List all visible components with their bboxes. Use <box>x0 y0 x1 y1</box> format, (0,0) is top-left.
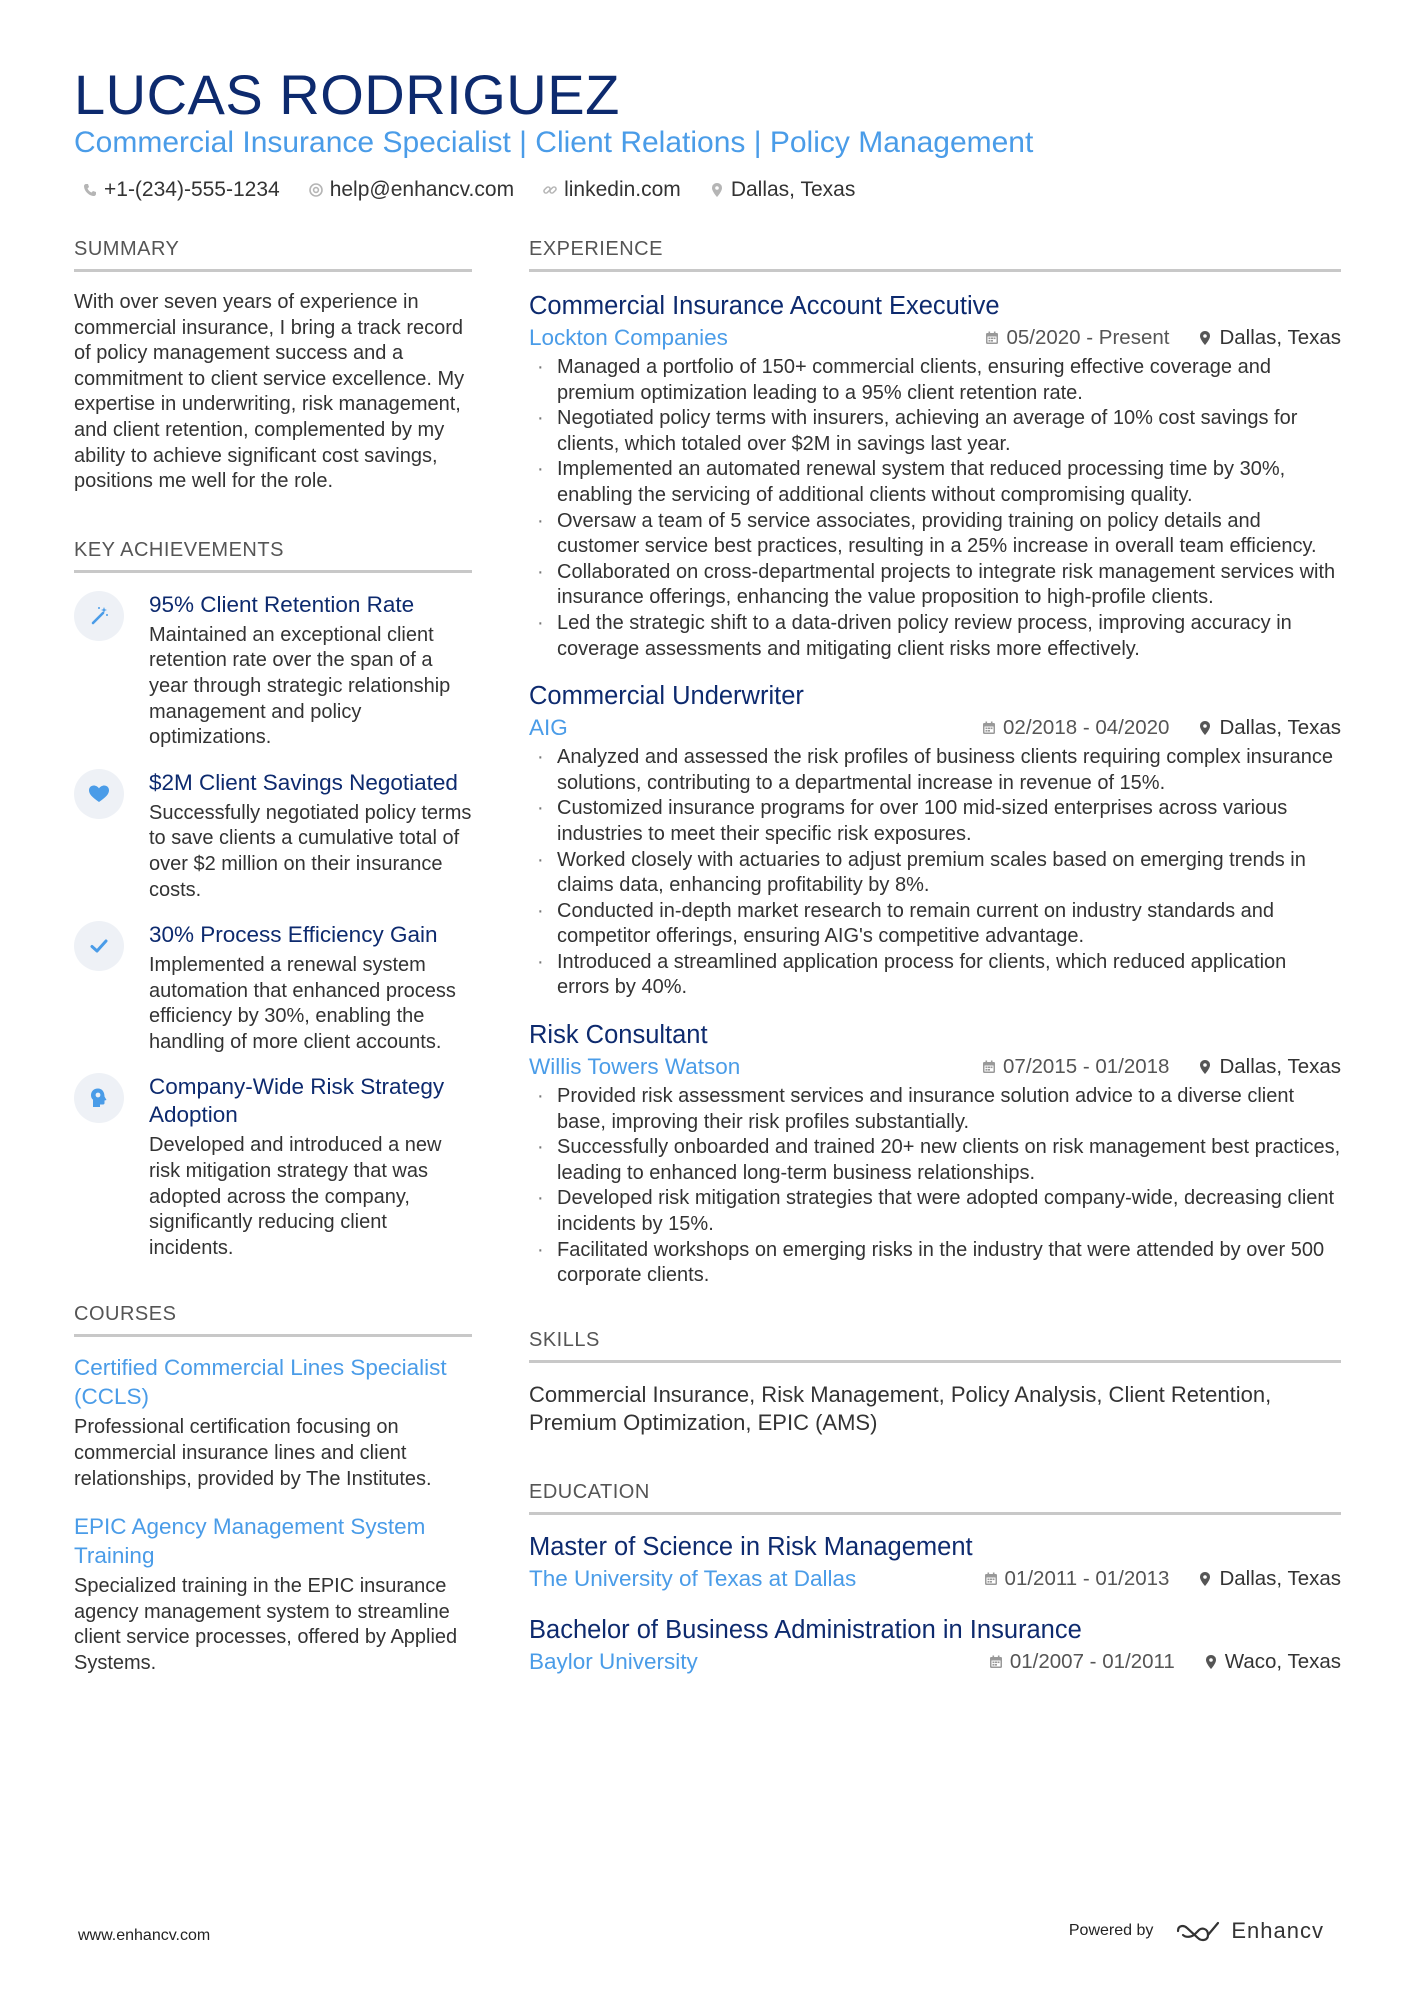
phone-text: +1-(234)-555-1234 <box>104 178 280 201</box>
link-icon <box>542 182 558 198</box>
left-column <box>74 238 472 1677</box>
checkmark-icon <box>74 921 124 971</box>
candidate-name: LUCAS RODRIGUEZ <box>74 63 620 126</box>
job-bullets <box>529 355 1341 662</box>
job-location: Dallas, Texas <box>1219 326 1341 349</box>
job-dates: 07/2015 - 01/2018 <box>1003 1055 1170 1079</box>
courses-heading: COURSES <box>74 1303 472 1337</box>
bullet-item: · Worked closely with actuaries to adjust premium scales based on emerging trends in claims data, enhancing profitability by 8%. <box>529 848 1341 899</box>
location-pin-icon <box>709 182 725 198</box>
heart-icon <box>74 769 124 819</box>
location-text: Dallas, Texas <box>730 178 856 201</box>
footer-branding <box>1069 1918 1324 1944</box>
education-dates: 01/2007 - 01/2011 <box>1009 1649 1175 1673</box>
job-dates: 05/2020 - Present <box>1006 326 1170 349</box>
contact-bar <box>82 178 855 202</box>
location-pin-icon <box>1197 720 1213 736</box>
school-name: The University of Texas at Dallas <box>529 1565 857 1591</box>
summary-heading: SUMMARY <box>74 238 472 272</box>
location-pin-icon <box>1203 1654 1219 1670</box>
achievement-title: Company-Wide Risk Strategy Adoption <box>149 1074 445 1128</box>
contact-phone <box>82 178 280 202</box>
company-name: Lockton Companies <box>529 325 728 350</box>
bullet-item: · Conducted in-depth market research to remain current on industry standards and competitor offerings, ensuring AIG's competitive advantage. <box>529 899 1341 950</box>
education-location: Waco, Texas <box>1224 1649 1341 1673</box>
job-title: Commercial Underwriter <box>529 682 804 711</box>
achievement-item <box>74 921 472 1055</box>
bullet-item: · Developed risk mitigation strategies that were adopted company-wide, decreasing client incidents by 15%. <box>529 1186 1341 1237</box>
job-title: Commercial Insurance Account Executive <box>529 292 1000 320</box>
at-sign-icon <box>308 182 324 198</box>
achievement-item <box>74 769 472 903</box>
bullet-item: · Facilitated workshops on emerging risks in the industry that were attended by over 500 corporate clients. <box>529 1238 1341 1289</box>
contact-email[interactable] <box>308 178 514 202</box>
job-location: Dallas, Texas <box>1219 1055 1341 1079</box>
job-meta <box>529 715 1341 741</box>
achievement-title: 30% Process Efficiency Gain <box>149 922 438 948</box>
bullet-item: · Provided risk assessment services and insurance solution advice to a diverse client base, improving their risk profiles substantially. <box>529 1084 1341 1135</box>
bullet-item: · Customized insurance programs for over 100 mid-sized enterprises across various industries to meet their specific risk exposures. <box>529 796 1341 847</box>
course-title: Certified Commercial Lines Specialist (CCLS) <box>74 1355 447 1410</box>
achievement-item <box>74 1073 472 1261</box>
course-desc: Specialized training in the EPIC insurance agency management system to streamline client service processes, offered by Applied Systems. <box>74 1575 458 1674</box>
job-title: Risk Consultant <box>529 1021 708 1050</box>
course-desc: Professional certification focusing on commercial insurance lines and client relationships, provided by The Institutes. <box>74 1416 432 1490</box>
degree-title: Master of Science in Risk Management <box>529 1532 973 1561</box>
bullet-item: · Oversaw a team of 5 service associates, providing training on policy details and customer service best practices, resulting in a 25% increase in overall team efficiency. <box>529 509 1341 560</box>
achievement-item <box>74 591 472 751</box>
course-item <box>74 1353 472 1492</box>
education-dates: 01/2011 - 01/2013 <box>1004 1566 1170 1590</box>
company-name: AIG <box>529 715 568 741</box>
contact-location <box>709 178 856 202</box>
education-location: Dallas, Texas <box>1219 1566 1341 1590</box>
skills-text: Commercial Insurance, Risk Management, Policy Analysis, Client Retention, Premium Optimization, EPIC (AMS) <box>529 1381 1272 1435</box>
brand-name: Enhancv <box>1231 1918 1324 1943</box>
location-pin-icon <box>1197 1571 1213 1587</box>
candidate-headline: Commercial Insurance Specialist | Client Relations | Policy Management <box>74 126 1034 159</box>
experience-heading: EXPERIENCE <box>529 238 1341 272</box>
school-name: Baylor University <box>529 1648 698 1674</box>
bullet-item: · Introduced a streamlined application process for clients, which reduced application errors by 40%. <box>529 950 1341 1001</box>
achievement-desc: Successfully negotiated policy terms to save clients a cumulative total of over $2 million on their insurance costs. <box>149 801 472 901</box>
job-bullets <box>529 1084 1341 1289</box>
location-pin-icon <box>1197 1059 1213 1075</box>
achievement-title: 95% Client Retention Rate <box>149 591 415 617</box>
job-meta <box>529 1054 1341 1080</box>
skills-section <box>529 1329 1341 1437</box>
summary-text: With over seven years of experience in commercial insurance, I bring a track record of policy management success and a commitment to client service excellence. My expertise in underwriting, risk management, and client retention, complemented by my ability to achieve significant cost savings, positions me well for the role. <box>74 291 465 493</box>
job-location: Dallas, Texas <box>1219 716 1341 740</box>
head-idea-icon <box>74 1073 124 1123</box>
calendar-icon <box>988 1654 1004 1670</box>
right-column <box>529 238 1341 1675</box>
calendar-icon <box>984 330 1000 346</box>
job-entry <box>529 290 1341 662</box>
contact-linkedin[interactable] <box>542 178 681 202</box>
job-entry <box>529 680 1341 1001</box>
course-item <box>74 1512 472 1676</box>
calendar-icon <box>981 1059 997 1075</box>
education-section <box>529 1481 1341 1675</box>
linkedin-text[interactable]: linkedin.com <box>564 178 681 201</box>
job-dates: 02/2018 - 04/2020 <box>1003 716 1170 740</box>
achievement-desc: Implemented a renewal system automation that enhanced process efficiency by 30%, enabling the handling of more client accounts. <box>149 954 456 1053</box>
job-meta <box>529 325 1341 351</box>
achievement-desc: Developed and introduced a new risk mitigation strategy that was adopted across the company, significantly reducing client incidents. <box>149 1134 442 1259</box>
location-pin-icon <box>1197 330 1213 346</box>
courses-section <box>74 1303 472 1676</box>
calendar-icon <box>983 1571 999 1587</box>
bullet-item: · Implemented an automated renewal system that reduced processing time by 30%, enabling the servicing of additional clients without compromising quality. <box>529 457 1341 508</box>
achievements-heading: KEY ACHIEVEMENTS <box>74 539 472 573</box>
job-bullets <box>529 745 1341 1001</box>
bullet-item: · Analyzed and assessed the risk profiles of business clients requiring complex insurance solutions, contributing to a departmental increase in revenue of 15%. <box>529 745 1341 796</box>
education-heading: EDUCATION <box>529 1481 1341 1515</box>
footer-website[interactable]: www.enhancv.com <box>78 1927 211 1944</box>
phone-icon <box>82 182 98 198</box>
skills-heading: SKILLS <box>529 1329 1341 1363</box>
brand-logo[interactable] <box>1175 1918 1324 1944</box>
bullet-item: · Managed a portfolio of 150+ commercial clients, ensuring effective coverage and premium optimization leading to a 95% client retention rate. <box>529 355 1341 406</box>
bullet-item: · Collaborated on cross-departmental projects to integrate risk management services with insurance offerings, enhancing the value proposition to high-profile clients. <box>529 560 1341 611</box>
calendar-icon <box>981 720 997 736</box>
course-title: EPIC Agency Management System Training <box>74 1514 426 1569</box>
powered-by-label: Powered by <box>1068 1922 1154 1939</box>
achievement-title: $2M Client Savings Negotiated <box>149 769 458 795</box>
achievement-desc: Maintained an exceptional client retention rate over the span of a year through strategic relationship management and policy optimizations. <box>149 623 451 749</box>
magic-wand-icon <box>74 591 124 641</box>
degree-title: Bachelor of Business Administration in Insurance <box>529 1615 1082 1644</box>
education-entry <box>529 1614 1341 1675</box>
email-text[interactable]: help@enhancv.com <box>329 178 515 201</box>
bullet-item: · Successfully onboarded and trained 20+ new clients on risk management best practices, leading to enhanced long-term business relationships. <box>529 1135 1341 1186</box>
enhancv-logo-icon <box>1175 1919 1221 1943</box>
achievements-section <box>74 539 472 1262</box>
education-entry <box>529 1531 1341 1592</box>
bullet-item: · Led the strategic shift to a data-driven policy review process, improving accuracy in coverage assessments and mitigating client risks more effectively. <box>529 611 1341 662</box>
job-entry <box>529 1019 1341 1289</box>
company-name: Willis Towers Watson <box>529 1054 741 1080</box>
bullet-item: · Negotiated policy terms with insurers, achieving an average of 10% cost savings for clients, which totaled over $2M in savings last year. <box>529 406 1341 457</box>
